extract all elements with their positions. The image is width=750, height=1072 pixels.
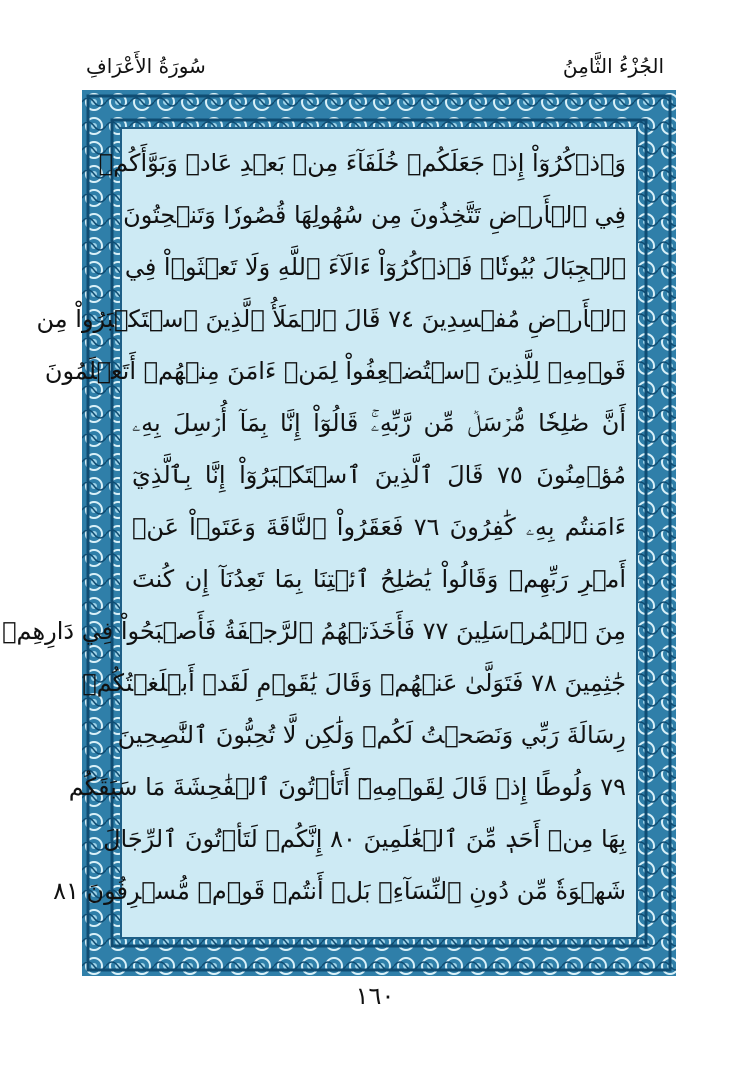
quran-text: [2, 140, 626, 930]
text-line: جَٰثِمِينَ ٧٨ فَتَوَلَّىٰ عَنۡهُمۡ وَقَالَ يَٰقَوۡمِ لَقَدۡ أَبۡلَغۡتُكُمۡ: [82, 669, 626, 697]
text-line: أَمۡرِ رَبِّهِمۡ وَقَالُواْ يَٰصَٰلِحُ ٱئۡتِنَا بِمَا تَعِدُنَآ إِن كُنتَ: [132, 565, 626, 593]
surah-name: سُورَةُ الأَعْرَافِ: [86, 54, 206, 78]
text-line: شَهۡوَةٗ مِّن دُونِ ٱلنِّسَآءِۚ بَلۡ أَنتُمۡ قَوۡمٞ مُّسۡرِفُونَ ٨١: [53, 877, 626, 905]
text-line: ٱلۡجِبَالَ بُيُوتٗاۖ فَٱذۡكُرُوٓاْ ءَالَآءَ ٱللَّهِ وَلَا تَعۡثَوۡاْ فِي: [124, 253, 626, 281]
text-line: فِي ٱلۡأَرۡضِ تَتَّخِذُونَ مِن سُهُولِهَا قُصُورٗا وَتَنۡحِتُونَ: [123, 201, 626, 229]
text-line: ٧٩ وَلُوطًا إِذۡ قَالَ لِقَوۡمِهِۦٓ أَتَأۡتُونَ ٱلۡفَٰحِشَةَ مَا سَبَقَكُم: [68, 773, 626, 801]
page-number: ١٦٠: [355, 982, 395, 1010]
text-line: ٱلۡأَرۡضِ مُفۡسِدِينَ ٧٤ قَالَ ٱلۡمَلَأُ ٱلَّذِينَ ٱسۡتَكۡبَرُواْ مِن: [36, 305, 626, 333]
text-line: مِنَ ٱلۡمُرۡسَلِينَ ٧٧ فَأَخَذَتۡهُمُ ٱلرَّجۡفَةُ فَأَصۡبَحُواْ فِي دَارِهِمۡ: [2, 617, 626, 645]
text-line: وَٱذۡكُرُوٓاْ إِذۡ جَعَلَكُمۡ خُلَفَآءَ مِنۢ بَعۡدِ عَادٖ وَبَوَّأَكُمۡ: [98, 149, 626, 177]
text-line: رِسَالَةَ رَبِّي وَنَصَحۡتُ لَكُمۡ وَلَٰكِن لَّا تُحِبُّونَ ٱلنَّٰصِحِينَ: [117, 721, 626, 749]
page-header: [0, 48, 750, 92]
text-line: بِهَا مِنۡ أَحَدٖ مِّنَ ٱلۡعَٰلَمِينَ ٨٠ إِنَّكُمۡ لَتَأۡتُونَ ٱلرِّجَالَ: [103, 825, 626, 853]
text-line: قَوۡمِهِۦ لِلَّذِينَ ٱسۡتُضۡعِفُواْ لِمَنۡ ءَامَنَ مِنۡهُمۡ أَتَعۡلَمُونَ: [44, 357, 626, 385]
text-line: أَنَّ صَٰلِحٗا مُّرۡسَلٞ مِّن رَّبِّهِۦۚ قَالُوٓاْ إِنَّا بِمَآ أُرۡسِلَ بِهِۦ: [132, 409, 626, 437]
text-line: مُؤۡمِنُونَ ٧٥ قَالَ ٱلَّذِينَ ٱسۡتَكۡبَرُوٓاْ إِنَّا بِٱلَّذِيٓ: [132, 461, 626, 489]
text-line: ءَامَنتُم بِهِۦ كَٰفِرُونَ ٧٦ فَعَقَرُواْ ٱلنَّاقَةَ وَعَتَوۡاْ عَنۡ: [132, 513, 626, 541]
juz-name: الجُزْءُ الثَّامِنُ: [562, 54, 664, 78]
